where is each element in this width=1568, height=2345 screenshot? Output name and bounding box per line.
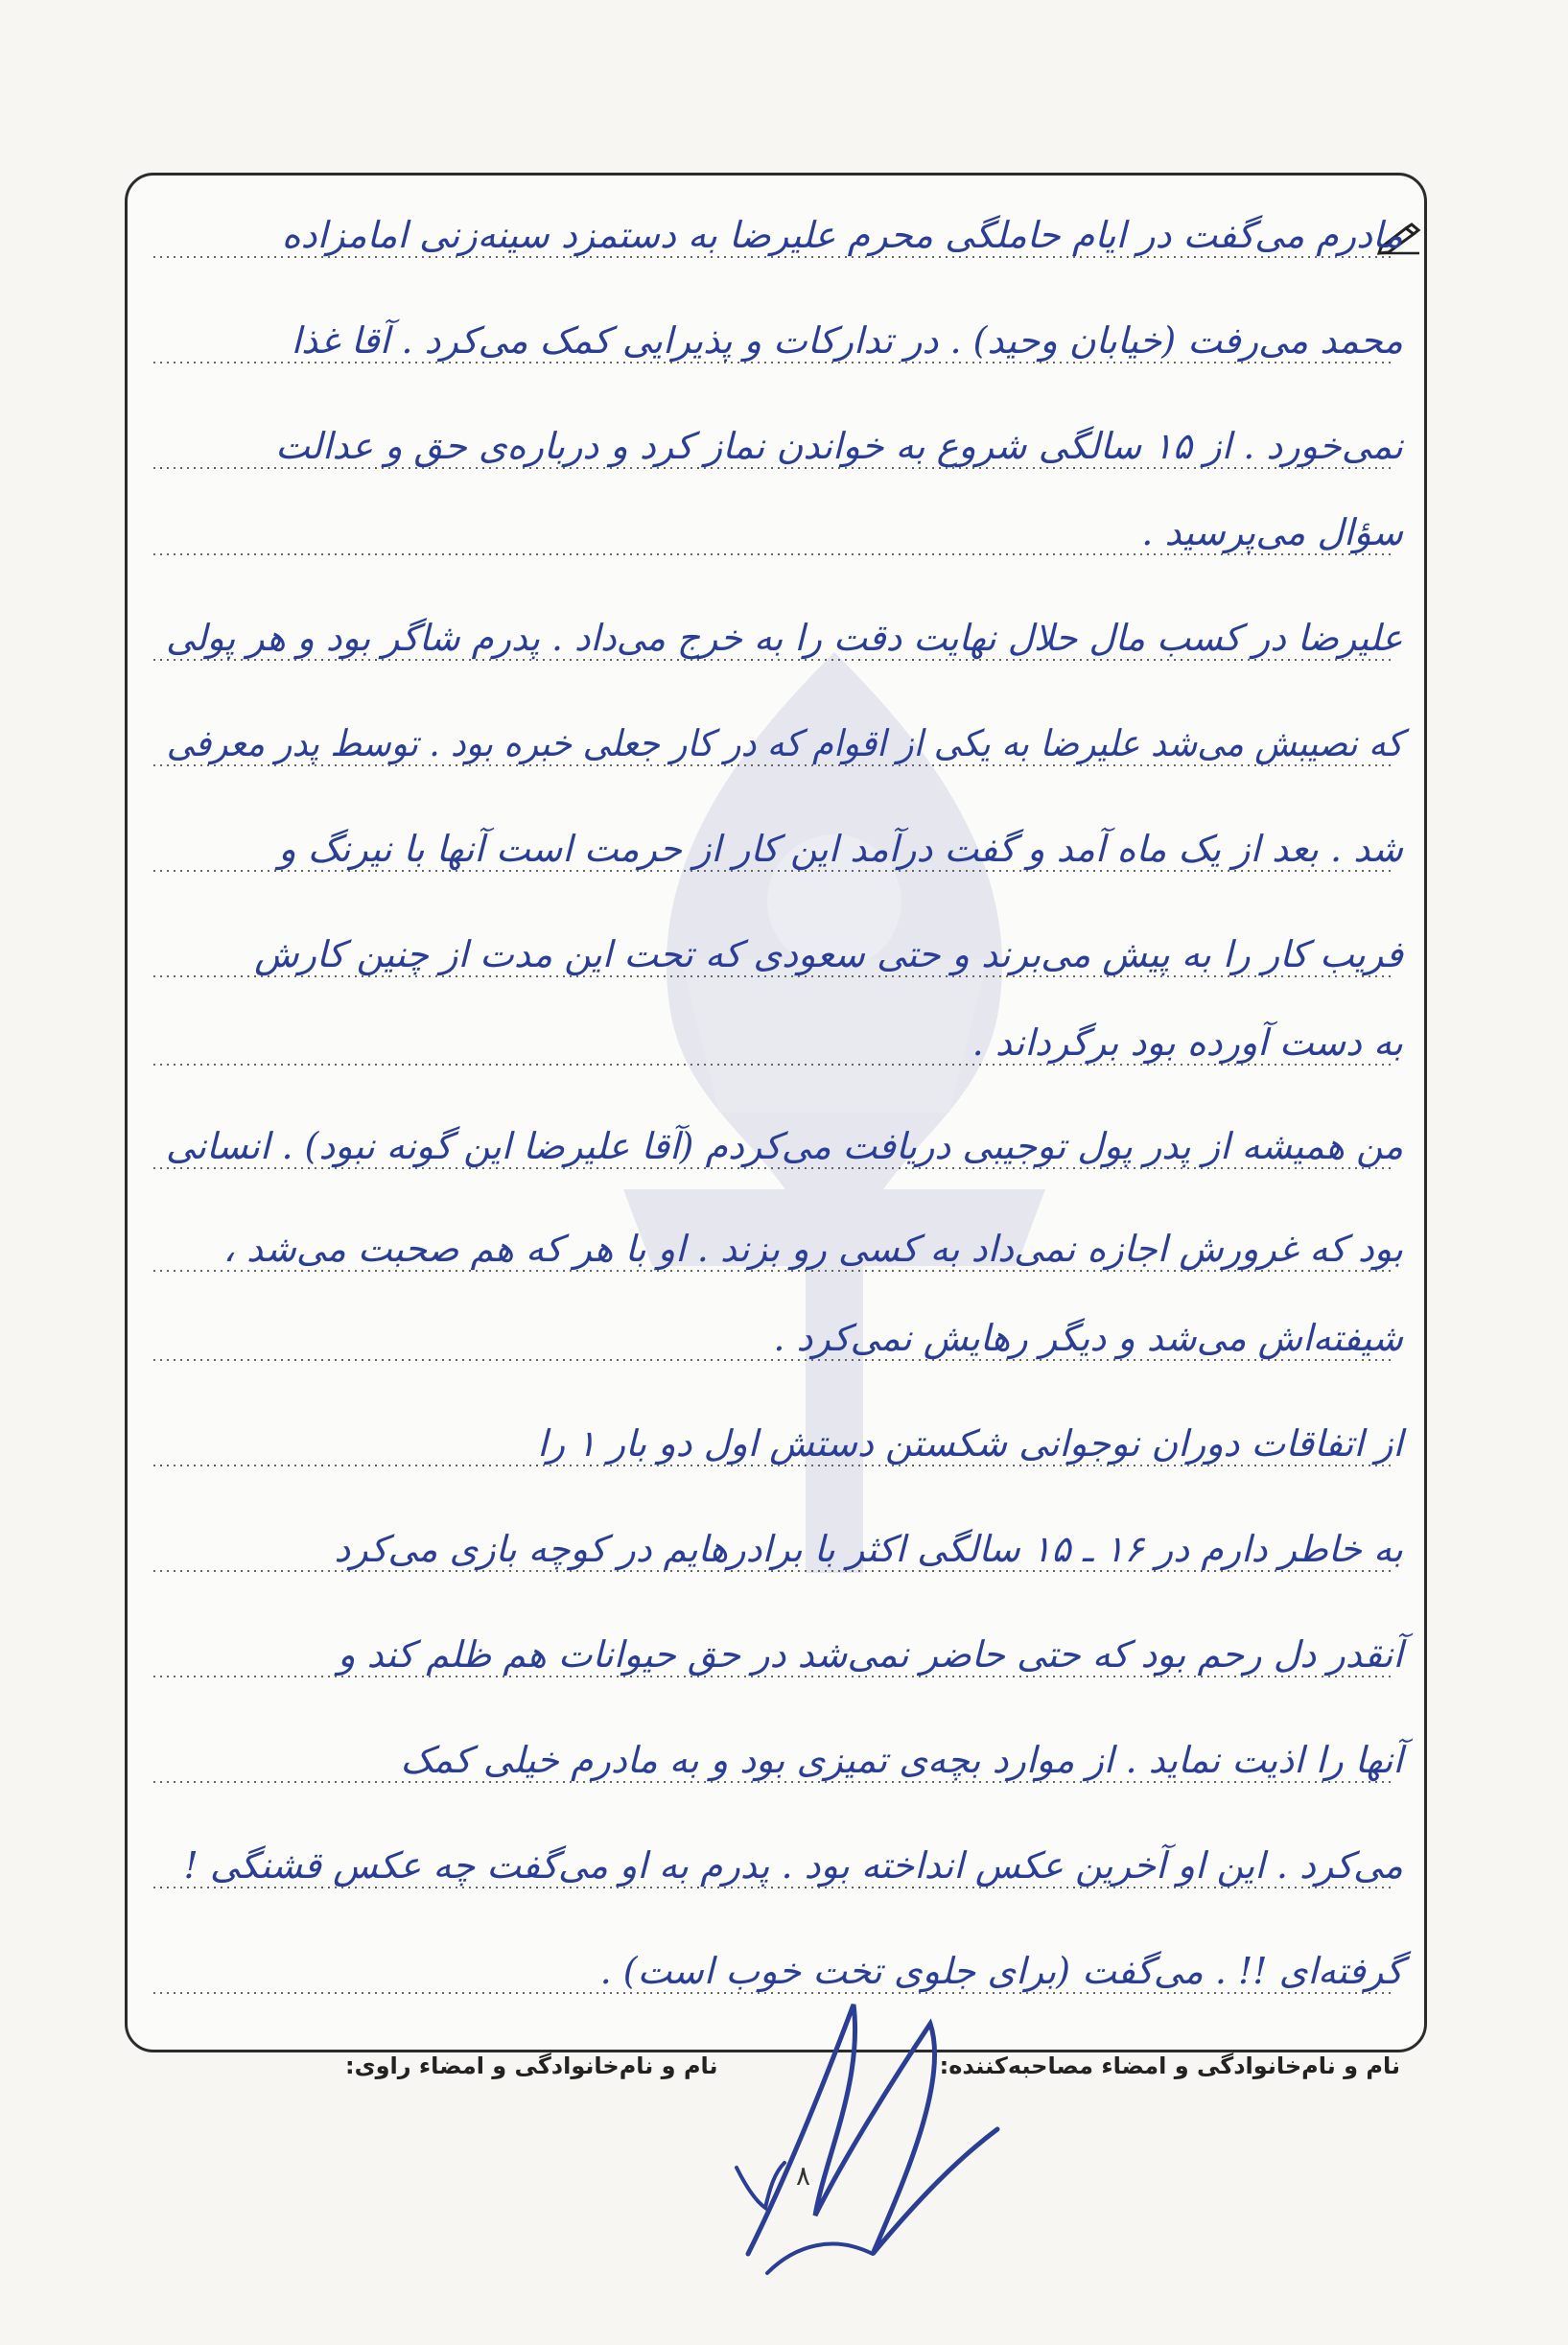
page-number: ۸ (796, 2160, 811, 2192)
handwritten-line: نمی‌خورد . از ۱۵ سالگی شروع به خواندن نماز کرد و درباره‌ی حق و عدالت (275, 425, 1403, 467)
narrator-signature-label: نام و نام‌خانوادگی و امضاء راوی: (345, 2052, 718, 2079)
handwritten-line: آنها را اذیت نماید . از موارد بچه‌ی تمیزی بود و به مادرم خیلی کمک (400, 1739, 1403, 1781)
handwritten-line: من همیشه از پدر پول توجیبی دریافت می‌کردم (آقا علیرضا این گونه نبود) . انسانی (165, 1125, 1403, 1167)
handwritten-line: به دست آورده بود برگرداند . (971, 1021, 1403, 1064)
handwritten-line: علیرضا در کسب مال حلال نهایت دقت را به خرج می‌داد . پدرم شاگر بود و هر پولی (166, 617, 1403, 659)
signature (710, 1966, 1036, 2283)
handwritten-line: شیفته‌اش می‌شد و دیگر رهایش نمی‌کرد . (773, 1317, 1403, 1359)
handwritten-line: به خاطر دارم در ۱۶ ـ ۱۵ سالگی اکثر با برادرهایم در کوچه بازی می‌کرد (334, 1528, 1403, 1570)
handwritten-line: آنقدر دل رحم بود که حتی حاضر نمی‌شد در حق حیوانات هم ظلم کند و (338, 1633, 1403, 1676)
handwritten-line: که نصیبش می‌شد علیرضا به یکی از اقوام که در کار جعلی خبره بود . توسط پدر معرفی (166, 722, 1403, 764)
handwritten-line: از اتفاقات دوران نوجوانی شکستن دستش اول دو بار ۱ را (537, 1422, 1403, 1465)
handwritten-line: مادرم می‌گفت در ایام حاملگی محرم علیرضا به دستمزد سینه‌زنی امامزاده (281, 214, 1403, 256)
handwritten-line: شد . بعد از یک ماه آمد و گفت درآمد این کار از حرمت است آنها با نیرنگ و (278, 828, 1403, 870)
page-mark-scribble (727, 2148, 804, 2216)
handwritten-line: فریب کار را به پیش می‌برند و حتی سعودی که تحت این مدت از چنین کارش (254, 933, 1403, 975)
handwritten-line: گرفته‌ای !! . می‌گفت (برای جلوی تخت خوب است) . (599, 1950, 1403, 1992)
handwritten-line: می‌کرد . این او آخرین عکس انداخته بود . پدرم به او می‌گفت چه عکس قشنگی ! (183, 1844, 1403, 1887)
handwritten-line: محمد می‌رفت (خیابان وحید) . در تدارکات و پذیرایی کمک می‌کرد . آقا غذا (291, 319, 1403, 362)
interviewer-signature-label: نام و نام‌خانوادگی و امضاء مصاحبه‌کننده: (939, 2052, 1400, 2079)
handwritten-line: سؤال می‌پرسید . (1141, 511, 1403, 553)
handwritten-line: بود که غرورش اجازه نمی‌داد به کسی رو بزند . او با هر که هم صحبت می‌شد ، (222, 1228, 1403, 1270)
